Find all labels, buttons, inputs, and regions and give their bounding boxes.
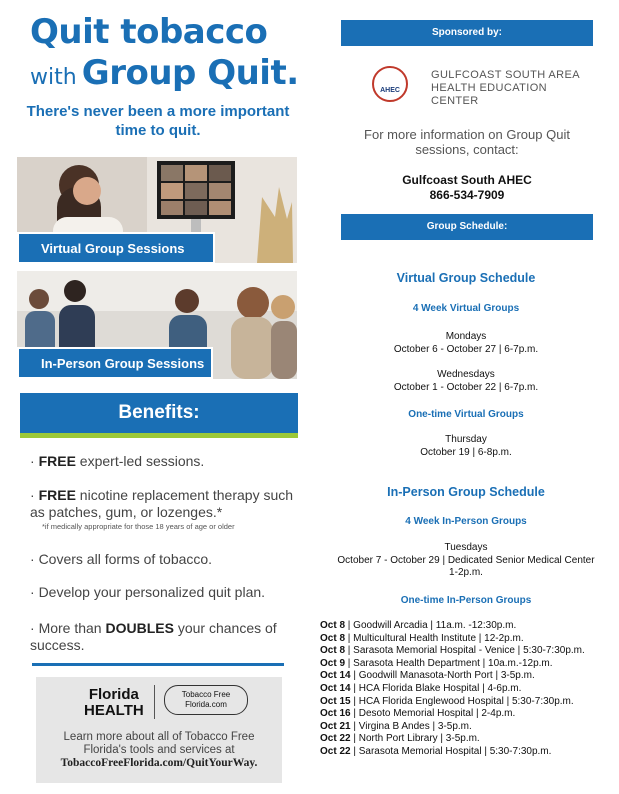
ahec-org-name: GULFCOAST SOUTH AREA HEALTH EDUCATION CENTER (431, 69, 580, 107)
sponsored-by-bar: Sponsored by: (341, 20, 593, 46)
benefit-item: · FREE nicotine replacement therapy such as patches, gum, or lozenges.* (30, 487, 294, 520)
contact-name: Gulfcoast South AHEC (402, 173, 532, 187)
tobacco-free-florida-promo (36, 677, 282, 783)
inperson-onetime-heading: One-time In-Person Groups (400, 595, 532, 606)
list-item: Oct 14 | Goodwill Manasota-North Port | 3-5p.m. (320, 670, 535, 682)
benefit-item: · Covers all forms of tobacco. (30, 551, 213, 567)
virtual-onetime-heading: One-time Virtual Groups (408, 409, 524, 420)
wednesday-dates: October 1 - October 22 | 6-7p.m. (393, 382, 539, 393)
group-schedule-bar: Group Schedule: (341, 214, 593, 240)
title-with: with (30, 65, 77, 90)
divider-rule (32, 663, 284, 666)
monday-day: Mondays (445, 331, 487, 342)
benefits-heading: Benefits: (20, 393, 298, 433)
virtual-schedule-heading: Virtual Group Schedule (396, 271, 536, 285)
monday-dates: October 6 - October 27 | 6-7p.m. (393, 344, 539, 355)
benefit-item: · FREE expert-led sessions. (30, 453, 205, 469)
inperson-4week-heading: 4 Week In-Person Groups (405, 516, 527, 527)
tuesday-dates: October 7 - October 29 | Dedicated Senior Medical Center (337, 555, 595, 566)
list-item: Oct 8 | Sarasota Memorial Hospital - Venice | 5:30-7:30p.m. (320, 645, 585, 657)
more-info-text: For more information on Group Quit sessions, contact: (364, 127, 570, 157)
subtitle: There's never been a more important time to quit. (26, 103, 290, 139)
benefit-item: · More than DOUBLES your chances of success. (30, 620, 277, 653)
florida-health-logo: Florida HEALTH (84, 686, 144, 719)
contact-phone[interactable]: 866-534-7909 (429, 188, 505, 202)
promo-url[interactable]: TobaccoFreeFlorida.com/QuitYourWay. (60, 757, 258, 769)
tobacco-free-florida-logo: Tobacco Free Florida.com (164, 685, 248, 715)
inperson-sessions-label: In-Person Group Sessions (17, 347, 213, 379)
logo-separator (154, 685, 155, 719)
list-item: Oct 22 | Sarasota Memorial Hospital | 5:30-7:30p.m. (320, 745, 552, 757)
tuesday-day: Tuesdays (444, 542, 488, 553)
list-item: Oct 14 | HCA Florida Blake Hospital | 4-6p.m. (320, 682, 522, 694)
session-list (320, 620, 615, 759)
list-item: Oct 22 | North Port Library | 3-5p.m. (320, 733, 480, 745)
wednesday-day: Wednesdays (437, 369, 495, 380)
benefit-item: · Develop your personalized quit plan. (30, 584, 266, 600)
benefits-underline (20, 433, 298, 438)
list-item: Oct 15 | HCA Florida Englewood Hospital | 5:30-7:30p.m. (320, 695, 574, 707)
thursday-day: Thursday (445, 434, 487, 445)
title-group-quit: Group Quit. (81, 53, 299, 93)
list-item: Oct 9 | Sarasota Health Department | 10a.m.-12p.m. (320, 657, 553, 669)
inperson-schedule-heading: In-Person Group Schedule (387, 485, 545, 499)
list-item: Oct 8 | Goodwill Arcadia | 11a.m. -12:30p.m. (320, 620, 517, 631)
thursday-dates: October 19 | 6-8p.m. (420, 447, 512, 458)
title-line-1: Quit tobacco (30, 12, 268, 52)
contact-block (341, 173, 593, 203)
tuesday-time: 1-2p.m. (449, 567, 483, 578)
promo-text: Learn more about all of Tobacco Free Florida's tools and services at (63, 731, 255, 756)
list-item: Oct 21 | Virgina B Andes | 3-5p.m. (320, 720, 472, 732)
title-line-2 (30, 52, 320, 100)
virtual-4week-heading: 4 Week Virtual Groups (412, 303, 520, 314)
benefit-footnote: *if medically appropriate for those 18 years of age or older (42, 522, 235, 531)
list-item: Oct 8 | Multicultural Health Institute | 12-2p.m. (320, 632, 524, 644)
list-item: Oct 16 | Desoto Memorial Hospital | 2-4p.m. (320, 708, 516, 720)
virtual-sessions-label: Virtual Group Sessions (17, 232, 215, 264)
ahec-logo: AHEC (372, 66, 408, 102)
